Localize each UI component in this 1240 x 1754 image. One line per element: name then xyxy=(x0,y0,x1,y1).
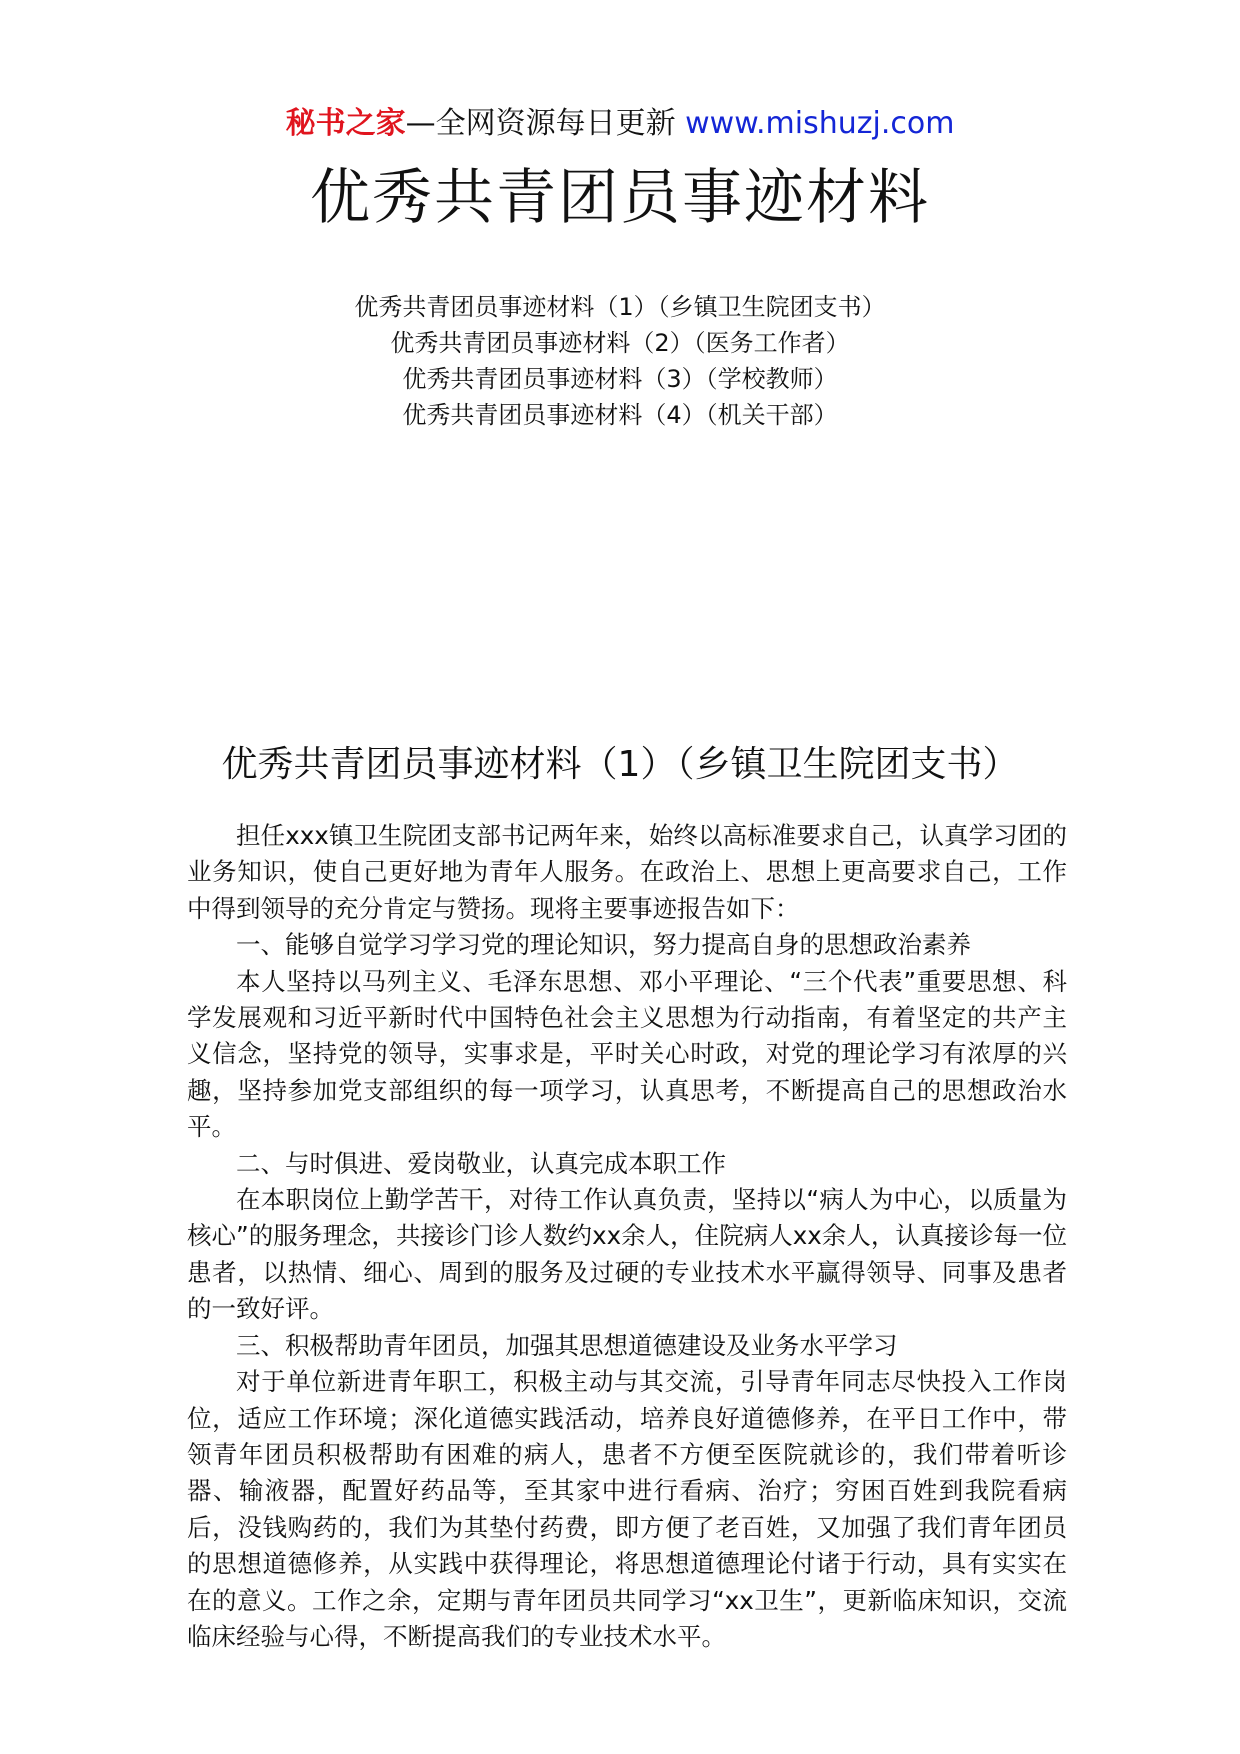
document-title: 优秀共青团员事迹材料 xyxy=(310,163,930,233)
paragraph-body-2: 在本职岗位上勤学苦干，对待工作认真负责，坚持以“病人为中心，以质量为核心”的服务理念，共接诊门诊人数约xx余人，住院病人xx余人，认真接诊每一位患者，以热情、细心、周到的服务及过硬的专业技术水平赢得领导、同事及患者的一致好评。 xyxy=(187,1185,1067,1324)
brand-name: 秘书之家 xyxy=(285,106,406,141)
toc-item: 优秀共青团员事迹材料（2）（医务工作者） xyxy=(390,329,850,357)
paragraph-intro: 担任xxx镇卫生院团支部书记两年来，始终以高标准要求自己，认真学习团的业务知识，使自己更好地为青年人服务。在政治上、思想上更高要求自己，工作中得到领导的充分肯定与赞扬。现将主要事迹报告如下： xyxy=(187,821,1067,923)
paragraph-body-1: 本人坚持以马列主义、毛泽东思想、邓小平理论、“三个代表”重要思想、科学发展观和习近平新时代中国特色社会主义思想为行动指南，有着坚定的共产主义信念，坚持党的领导，实事求是，平时关心时政，对党的理论学习有浓厚的兴趣，坚持参加党支部组织的每一项学习，认真思考，不断提高自己的思想政治水平。 xyxy=(187,966,1067,1142)
toc-item: 优秀共青团员事迹材料（1）（乡镇卫生院团支书） xyxy=(354,293,886,321)
toc-item: 优秀共青团员事迹材料（4）（机关干部） xyxy=(402,401,838,429)
paragraph-heading-2: 二、与时俱进、爱岗敬业，认真完成本职工作 xyxy=(236,1148,726,1178)
body-text xyxy=(187,818,1067,1655)
paragraph-heading-1: 一、能够自觉学习学习党的理论知识，努力提高自身的思想政治素养 xyxy=(236,930,971,960)
paragraph-heading-3: 三、积极帮助青年团员，加强其思想道德建设及业务水平学习 xyxy=(236,1330,898,1360)
site-url-link[interactable]: www.mishuzj.com xyxy=(685,106,955,141)
paragraph-body-3: 对于单位新进青年职工，积极主动与其交流，引导青年同志尽快投入工作岗位，适应工作环境；深化道德实践活动，培养良好道德修养，在平日工作中，带领青年团员积极帮助有困难的病人，患者不方便至医院就诊的，我们带着听诊器、输液器，配置好药品等，至其家中进行看病、治疗；穷困百姓到我院看病后，没钱购药的，我们为其垫付药费，即方便了老百姓，又加强了我们青年团员的思想道德修养，从实践中获得理论，将思想道德理论付诸于行动，具有实实在在的意义。工作之余，定期与青年团员共同学习“xx卫生”，更新临床知识，交流临床经验与心得，不断提高我们的专业技术水平。 xyxy=(187,1367,1067,1651)
site-slogan: —全网资源每日更新 xyxy=(405,106,676,141)
section-title: 优秀共青团员事迹材料（1）（乡镇卫生院团支书） xyxy=(221,744,1019,785)
site-header xyxy=(0,102,1240,146)
toc-item: 优秀共青团员事迹材料（3）（学校教师） xyxy=(402,365,838,393)
table-of-contents xyxy=(0,289,1240,433)
